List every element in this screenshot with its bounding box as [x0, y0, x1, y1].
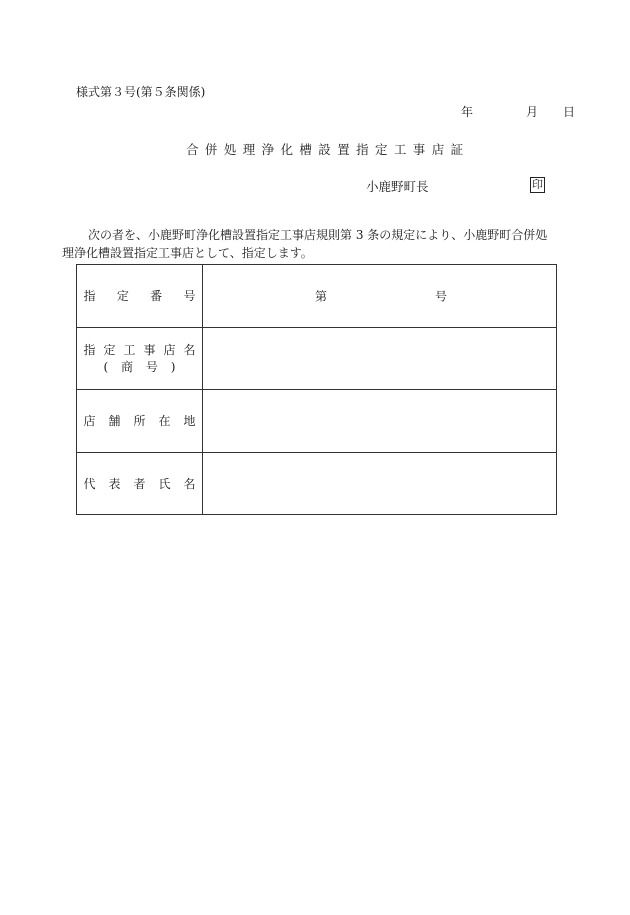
contractor-name-value-cell[interactable]: [203, 327, 557, 390]
issuer-name: 小鹿野町長: [366, 179, 429, 194]
shop-address-label-cell: [77, 390, 203, 453]
number-prefix: 第: [315, 289, 328, 304]
document-title: 合併処理浄化槽設置指定工事店証: [186, 142, 470, 157]
designation-number-value-cell[interactable]: [203, 265, 557, 328]
representative-name-value-cell[interactable]: [203, 452, 557, 515]
table-row: [77, 452, 557, 515]
date-year-label: 年: [461, 105, 474, 119]
table-row: [77, 390, 557, 453]
seal-stamp: 印: [532, 178, 543, 191]
designation-number-label-cell: [77, 265, 203, 328]
representative-name-label: 代表者氏名: [83, 476, 196, 491]
date-month-label: 月: [525, 105, 538, 119]
contractor-name-label: 指定工事店名: [83, 343, 196, 358]
date-day-label: 日: [563, 105, 576, 119]
issue-date: [461, 104, 575, 120]
representative-name-label-cell: [77, 452, 203, 515]
table-row: [77, 265, 557, 328]
shop-address-value-cell[interactable]: [203, 390, 557, 453]
number-suffix: 号: [435, 289, 448, 304]
designation-table: [76, 264, 557, 515]
designation-number-label: 指定番号: [83, 289, 196, 304]
shop-address-label: 店舗所在地: [83, 414, 196, 429]
designation-statement: [62, 226, 562, 262]
statement-line-1: 次の者を、小鹿野町浄化槽設置指定工事店規則第 3 条の規定により、小鹿野町合併処: [88, 228, 548, 242]
statement-line-2: 理浄化槽設置指定工事店として、指定します。: [62, 246, 313, 260]
form-number-label: 様式第３号(第５条関係): [76, 85, 206, 99]
trade-name-sublabel: (商号): [103, 360, 176, 375]
contractor-name-label-cell: [77, 327, 203, 390]
table-row: [77, 327, 557, 390]
